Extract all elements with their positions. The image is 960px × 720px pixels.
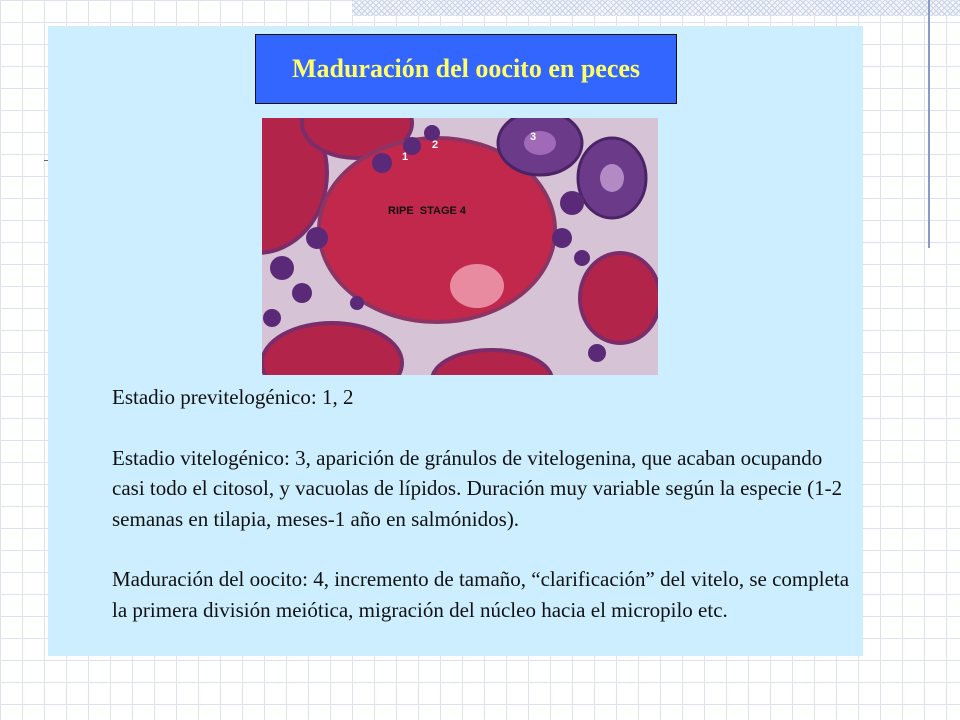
ripe-stage-label: RIPE STAGE 4 xyxy=(388,205,467,217)
paragraph-vitellogenic: Estadio vitelogénico: 3, aparición de gránulos de vitelogenina, que acaban ocupando casi todo el citosol, y vacuolas de lípidos. Duración muy variable según la especie (1-2 semanas en tilapia, meses-1 año en salmónidos). xyxy=(112,445,843,531)
slide xyxy=(48,26,863,656)
decorative-vertical-line xyxy=(928,0,930,248)
paragraph-maturation: Maduración del oocito: 4, incremento de tamaño, “clarificación” del vitelo, se completa la primera división meiótica, migración del núcleo hacia el micropilo etc. xyxy=(112,567,850,622)
oocyte-micrograph xyxy=(262,118,658,375)
decorative-top-band xyxy=(352,0,960,16)
stage-3-label: 3 xyxy=(530,131,537,143)
body-text xyxy=(112,382,852,655)
title-box xyxy=(255,34,677,104)
slide-title: Maduración del oocito en peces xyxy=(291,54,641,83)
stage-2-label: 2 xyxy=(432,139,439,151)
stage-1-label: 1 xyxy=(402,151,409,163)
paragraph-previtellogenic: Estadio previtelogénico: 1, 2 xyxy=(112,385,354,409)
